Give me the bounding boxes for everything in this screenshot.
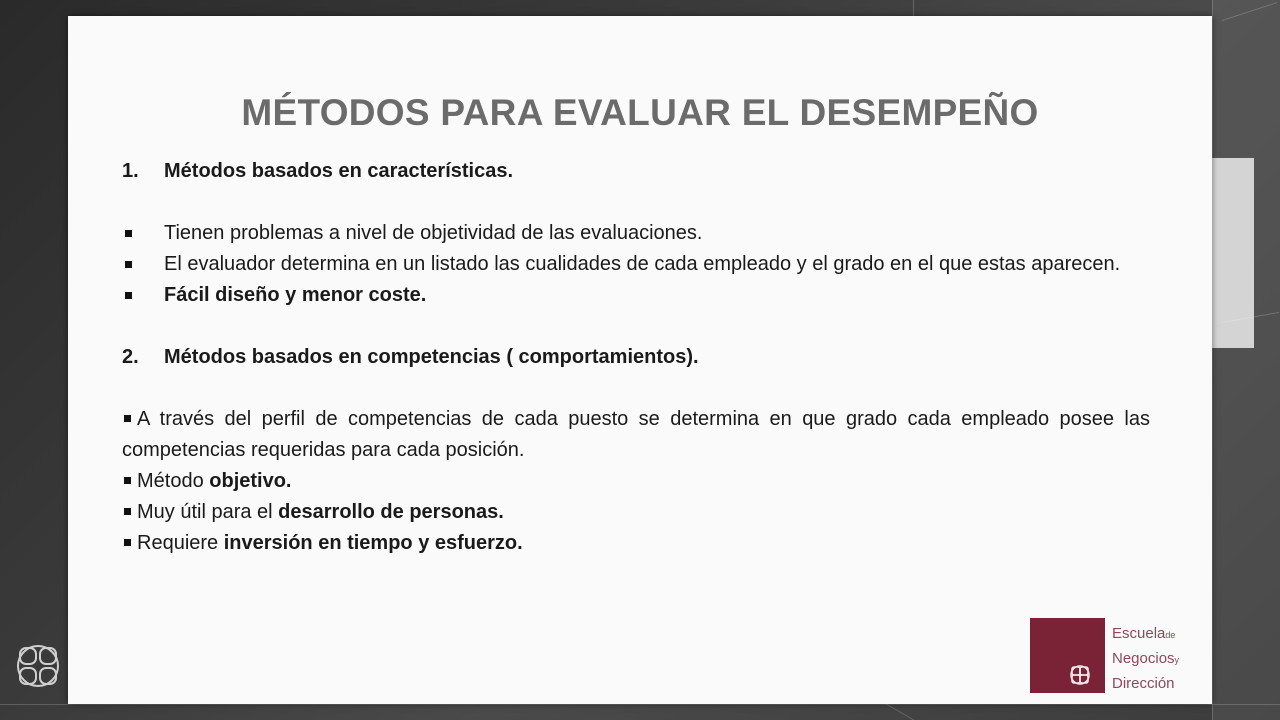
logo-line-2-small: y: [1174, 655, 1180, 665]
school-logo: [1030, 618, 1200, 694]
logo-mark: [1030, 618, 1105, 693]
list-item: [122, 497, 1150, 528]
section-1-heading-text: Métodos basados en características.: [164, 160, 514, 182]
logo-line-3: Dirección: [1112, 675, 1175, 692]
square-bullet-icon: [124, 539, 131, 546]
bullet-text: Fácil diseño y menor coste.: [164, 284, 427, 306]
logo-text: [1112, 622, 1179, 695]
logo-line-1-small: de: [1165, 630, 1176, 640]
slide-content: [122, 156, 1150, 559]
item-prefix: Muy útil para el: [137, 501, 279, 523]
item-prefix: Requiere: [137, 532, 224, 554]
knot-emblem-icon: [1030, 618, 1105, 693]
square-bullet-icon: [125, 261, 132, 268]
section-2-heading: [122, 342, 1150, 373]
square-bullet-icon: [124, 508, 131, 515]
square-bullet-icon: [125, 292, 132, 299]
square-bullet-icon: [124, 415, 131, 422]
item-bold: objetivo.: [209, 470, 292, 492]
logo-line-1: Escuela: [1112, 625, 1166, 642]
list-item: [122, 280, 1150, 311]
bullet-text: Tienen problemas a nivel de objetividad de las evaluaciones.: [164, 222, 703, 244]
square-bullet-icon: [125, 230, 132, 237]
list-item: [122, 249, 1150, 280]
item-bold: desarrollo de personas.: [278, 501, 504, 523]
slide: [68, 16, 1212, 704]
section-2-number: 2.: [122, 346, 139, 368]
section-2-paragraph: [122, 404, 1150, 466]
square-bullet-icon: [124, 477, 131, 484]
knot-emblem-icon: [14, 642, 62, 713]
section-1-number: 1.: [122, 160, 139, 182]
item-prefix: Método: [137, 470, 210, 492]
section-1-heading: [122, 156, 1150, 187]
list-item: [122, 218, 1150, 249]
slide-title: MÉTODOS PARA EVALUAR EL DESEMPEÑO: [241, 92, 1039, 133]
list-item: [122, 466, 1150, 497]
logo-line-2: Negocios: [1112, 650, 1175, 667]
bullet-text: El evaluador determina en un listado las cualidades de cada empleado y el grado en el que estas aparecen.: [164, 253, 1121, 275]
list-item: [122, 528, 1150, 559]
item-bold: inversión en tiempo y esfuerzo.: [223, 532, 523, 554]
section-2-heading-text: Métodos basados en competencias ( comportamientos).: [164, 346, 699, 368]
paragraph-text: A través del perfil de competencias de cada puesto se determina en que grado cada empleado posee las competencias requeridas para cada posición.: [122, 408, 1150, 461]
